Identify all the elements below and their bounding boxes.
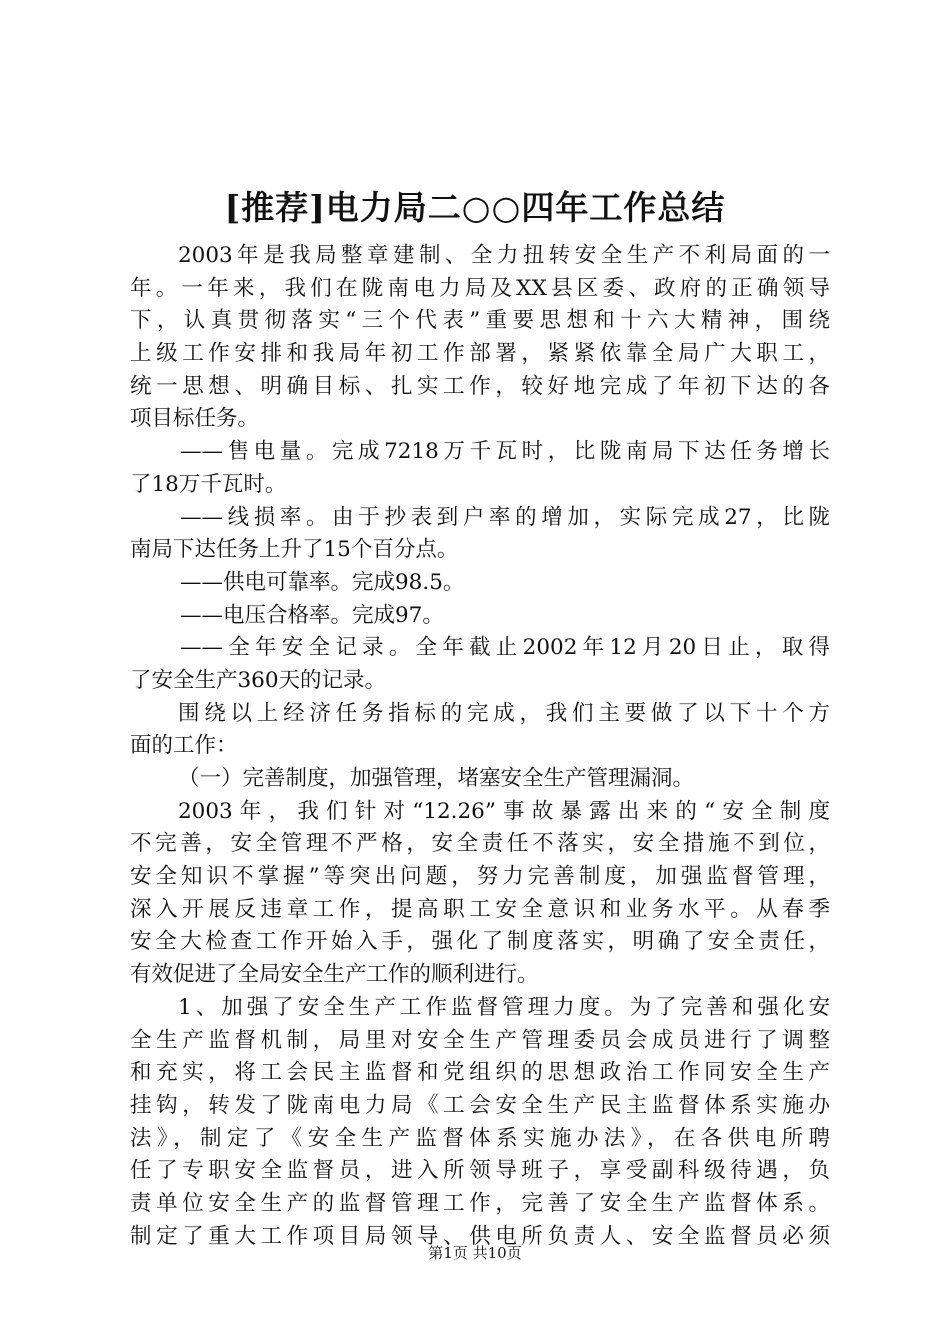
paragraph-line: 了安全生产360天的记录。 (130, 667, 387, 693)
paragraph-line: 了18万千瓦时。 (130, 471, 287, 497)
paragraph-line: 项目标任务。 (130, 406, 260, 432)
paragraph-line: 挂钩，转发了陇南电力局《工会安全生产民主监督体系实施办 (130, 1092, 830, 1118)
paragraph-line: 下，认真贯彻落实“三个代表”重要思想和十六大精神，围绕 (130, 308, 830, 334)
paragraph-line: 全生产监督机制，局里对安全生产管理委员会成员进行了调整 (130, 1027, 830, 1053)
section-heading: （一）完善制度，加强管理，堵塞安全生产管理漏洞。 (178, 766, 695, 791)
paragraph-line: 安全知识不掌握”等突出问题，努力完善制度，加强监督管理， (130, 864, 830, 890)
paragraph-line: 制定了重大工作项目局领导、供电所负责人、安全监督员必须 (130, 1223, 830, 1249)
page-number-footer: 第1页 共10页 (428, 1244, 522, 1262)
document-body (130, 240, 830, 1253)
paragraph-line: 深入开展反违章工作，提高职工安全意识和业务水平。从春季 (130, 896, 830, 922)
paragraph-line: 上级工作安排和我局年初工作部署，紧紧依靠全局广大职工， (130, 341, 830, 367)
paragraph-line: ——线损率。由于抄表到户率的增加，实际完成27，比陇 (180, 504, 830, 530)
paragraph-line: 围绕以上经济任务指标的完成，我们主要做了以下十个方 (178, 700, 830, 726)
paragraph-line: ——全年安全记录。全年截止2002年12月20日止，取得 (180, 635, 830, 661)
paragraph-line: 年。一年来，我们在陇南电力局及XX县区委、政府的正确领导 (130, 275, 830, 301)
paragraph-line: 责单位安全生产的监督管理工作，完善了安全生产监督体系。 (130, 1190, 830, 1216)
paragraph-line: 2003年是我局整章建制、全力扭转安全生产不利局面的一 (178, 243, 830, 268)
paragraph-line: ——售电量。完成7218万千瓦时，比陇南局下达任务增长 (180, 439, 830, 465)
paragraph-line: ——电压合格率。完成97。 (180, 602, 444, 628)
paragraph-line: 南局下达任务上升了15个百分点。 (130, 537, 459, 563)
paragraph-line: 面的工作： (130, 733, 238, 759)
paragraph-line: 统一思想、明确目标、扎实工作，较好地完成了年初下达的各 (130, 373, 830, 399)
document-title: [推荐]电力局二○○四年工作总结 (224, 188, 726, 227)
paragraph-line: 安全大检查工作开始入手，强化了制度落实，明确了安全责任， (130, 929, 830, 955)
paragraph-line: ——供电可靠率。完成98.5。 (180, 569, 465, 595)
paragraph-line: 和充实，将工会民主监督和党组织的思想政治工作同安全生产 (130, 1060, 830, 1086)
paragraph-line: 有效促进了全局安全生产工作的顺利进行。 (130, 962, 539, 988)
paragraph-line: 1、加强了安全生产工作监督管理力度。为了完善和强化安 (178, 994, 830, 1020)
paragraph-line: 任了专职安全监督员，进入所领导班子，享受副科级待遇，负 (130, 1158, 830, 1184)
paragraph-line: 2003年，我们针对“12.26”事故暴露出来的“安全制度 (178, 798, 830, 824)
paragraph-line: 法》，制定了《安全生产监督体系实施办法》，在各供电所聘 (130, 1125, 830, 1151)
paragraph-line: 不完善，安全管理不严格，安全责任不落实，安全措施不到位， (130, 831, 830, 857)
